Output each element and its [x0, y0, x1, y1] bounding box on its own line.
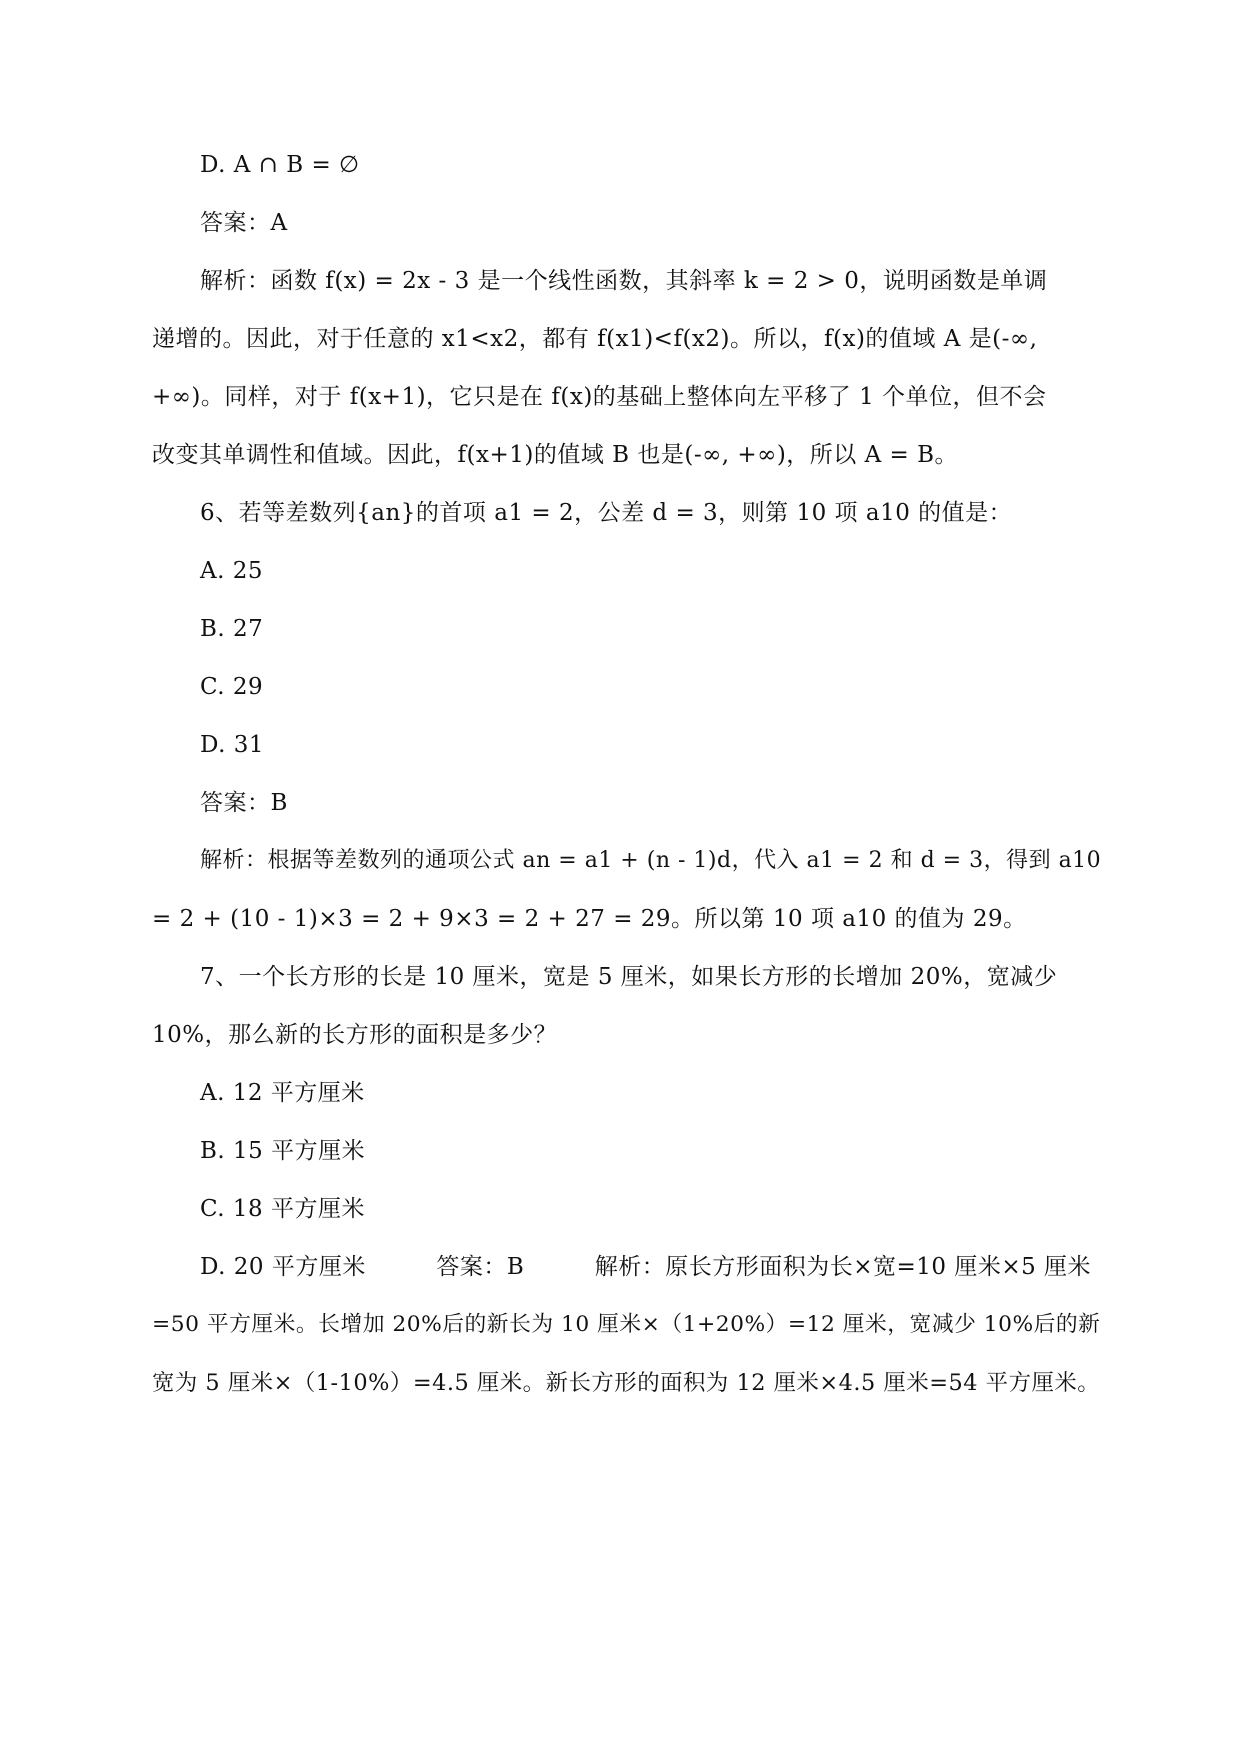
question-7-line-1: 7、一个长方形的长是 10 厘米，宽是 5 厘米，如果长方形的长增加 20%，宽减少 [200, 964, 1058, 990]
question-6-option-d: D. 31 [200, 732, 265, 758]
analysis-7-line-2: =50 平方厘米。长增加 20%后的新长为 10 厘米×（1+20%）=12 厘米，宽减少 10%后的新 [152, 1312, 1101, 1337]
analysis-5-line-1: 解析：函数 f(x) = 2x - 3 是一个线性函数，其斜率 k = 2 > 0，说明函数是单调 [200, 268, 1048, 294]
analysis-5-line-4: 改变其单调性和值域。因此，f(x+1)的值域 B 也是(-∞, +∞)，所以 A = B。 [152, 442, 959, 468]
question-7-option-d-answer-analysis: D. 20 平方厘米 答案：B 解析：原长方形面积为长×宽=10 厘米×5 厘米 [200, 1254, 1092, 1280]
answer-5: 答案：A [200, 210, 288, 236]
analysis-5-line-3: +∞)。同样，对于 f(x+1)，它只是在 f(x)的基础上整体向左平移了 1 个单位，但不会 [152, 384, 1047, 410]
question-7-line-2: 10%，那么新的长方形的面积是多少？ [152, 1022, 558, 1048]
analysis-7-line-3: 宽为 5 厘米×（1-10%）=4.5 厘米。新长方形的面积为 12 厘米×4.5 厘米=54 平方厘米。 [152, 1370, 1101, 1396]
question-7-option-b: B. 15 平方厘米 [200, 1138, 366, 1164]
analysis-5-line-2: 递增的。因此，对于任意的 x1<x2，都有 f(x1)<f(x2)。所以，f(x)的值域 A 是(-∞, [152, 326, 1038, 352]
question-6: 6、若等差数列{an}的首项 a1 = 2，公差 d = 3，则第 10 项 a10 的值是： [200, 500, 1013, 526]
question-6-option-b: B. 27 [200, 616, 264, 642]
question-7-option-a: A. 12 平方厘米 [200, 1080, 365, 1106]
option-d-set-relation: D. A ∩ B = ∅ [200, 152, 360, 178]
analysis-6-line-1: 解析：根据等差数列的通项公式 an = a1 + (n - 1)d，代入 a1 = 2 和 d = 3，得到 a10 [200, 848, 1102, 873]
question-7-option-c: C. 18 平方厘米 [200, 1196, 365, 1222]
analysis-6-line-2: = 2 + (10 - 1)×3 = 2 + 9×3 = 2 + 27 = 29。所以第 10 项 a10 的值为 29。 [152, 906, 1027, 932]
answer-6: 答案：B [200, 790, 288, 816]
question-6-option-a: A. 25 [200, 558, 263, 584]
question-6-option-c: C. 29 [200, 674, 264, 700]
